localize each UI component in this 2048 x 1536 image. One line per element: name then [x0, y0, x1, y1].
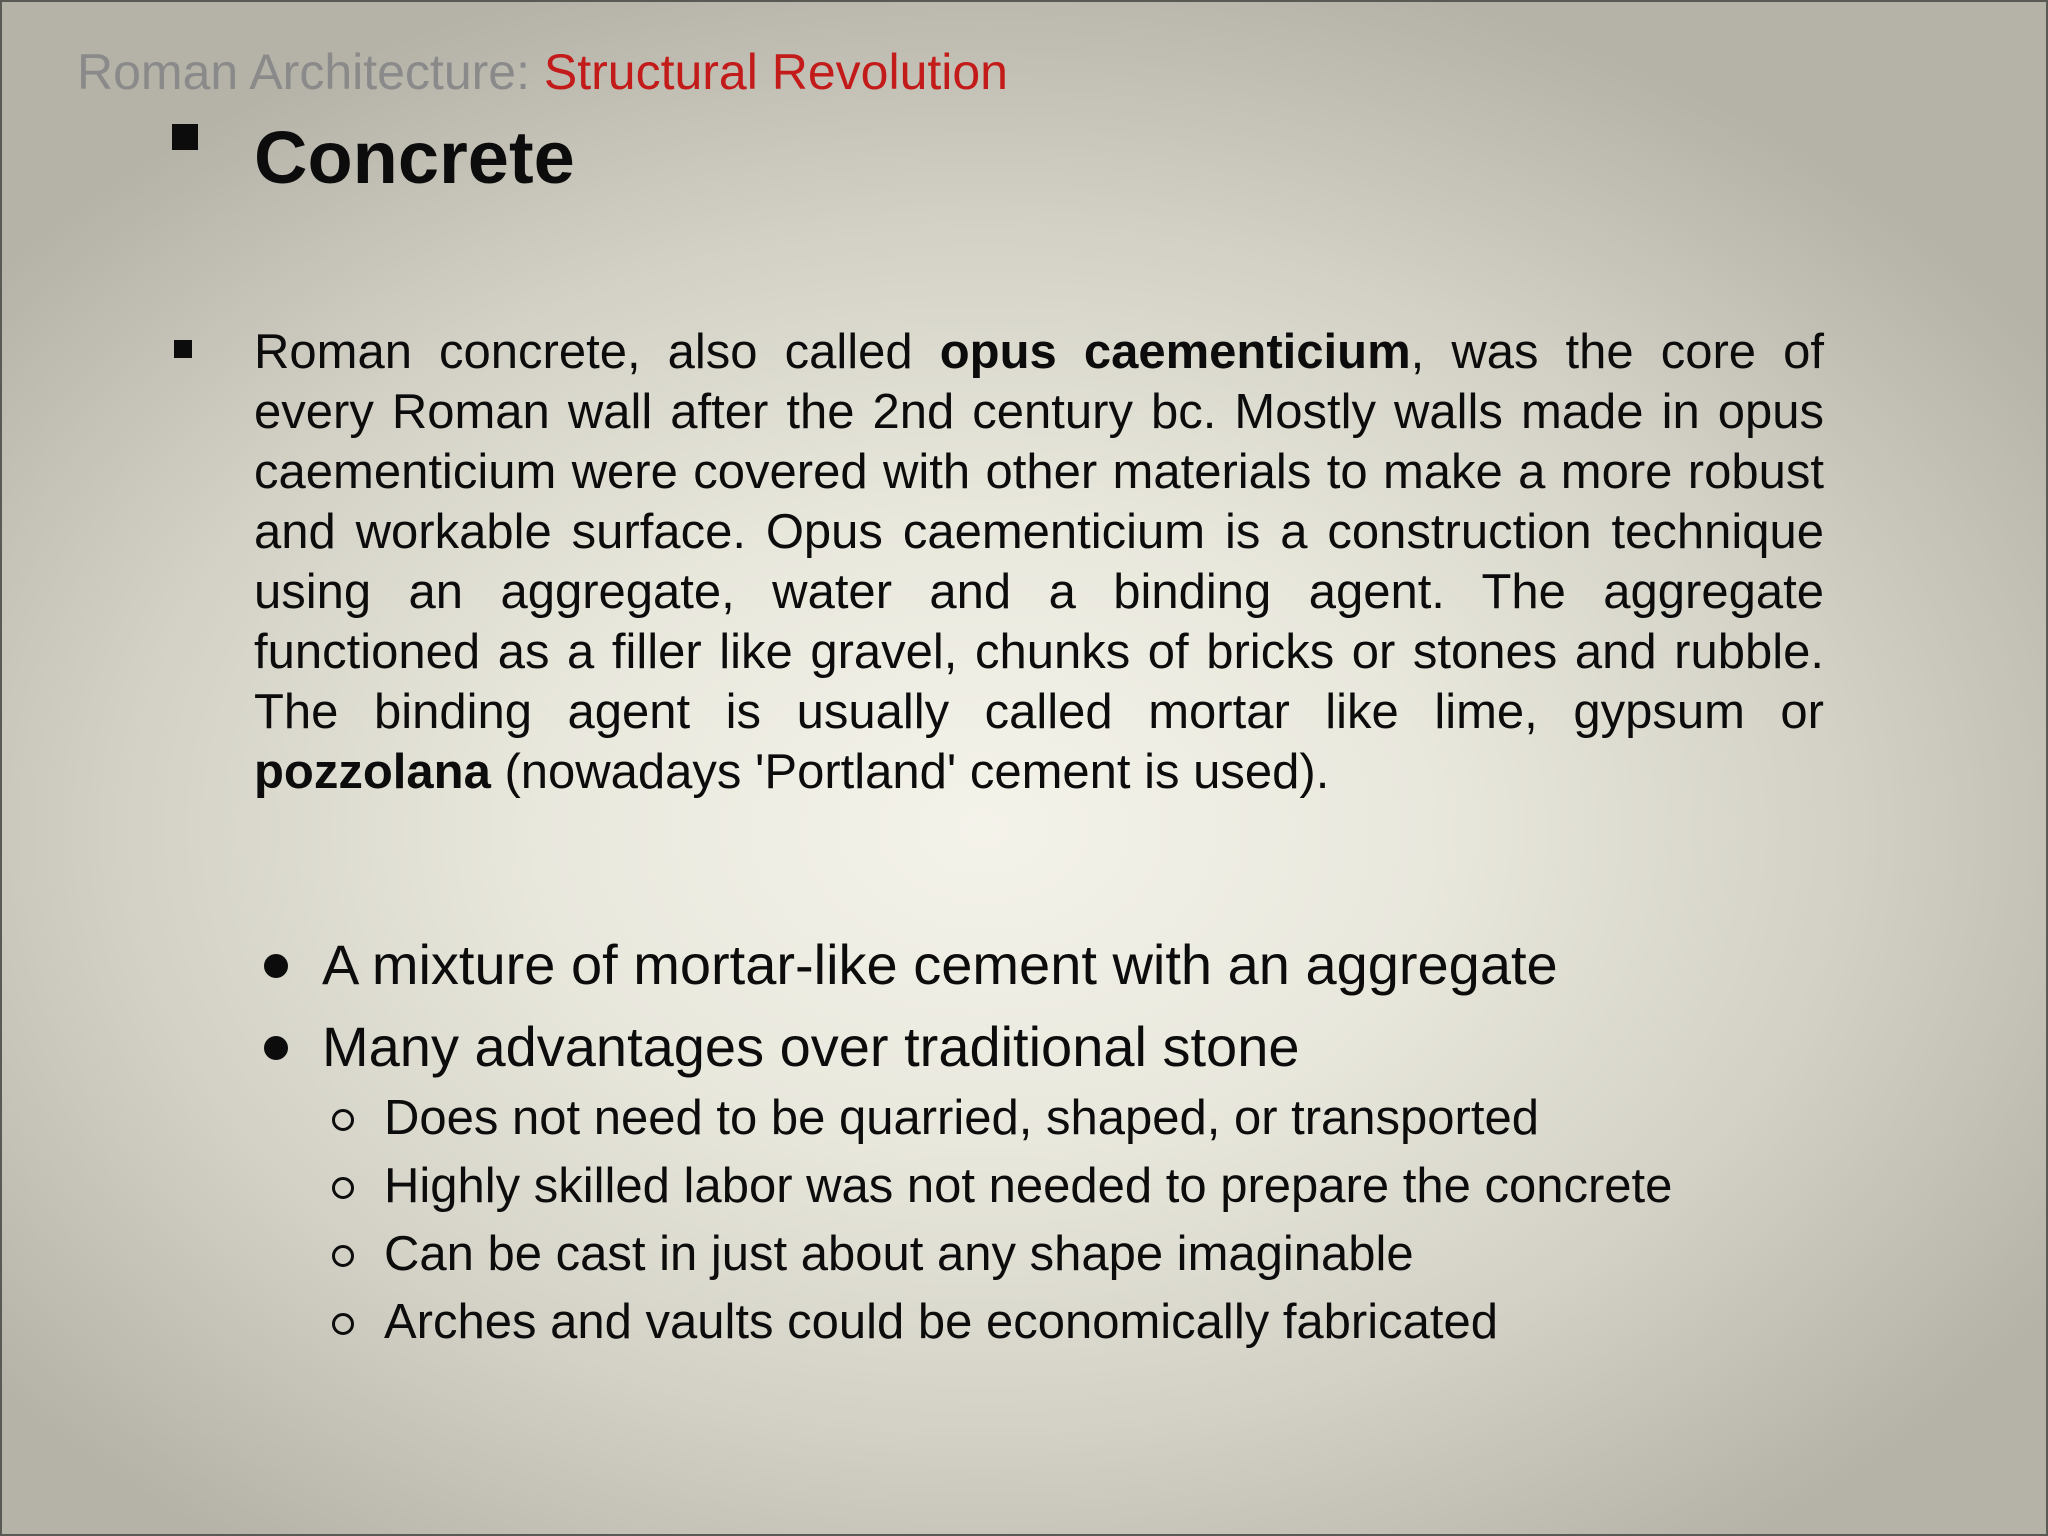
bullet-text: A mixture of mortar-like cement with an aggregate: [322, 933, 1558, 996]
hollow-circle-bullet-icon: [332, 1109, 354, 1131]
paragraph-text: (nowadays 'Portland' cement is used).: [490, 745, 1330, 799]
list-item: [328, 1220, 1672, 1288]
sub-bullet-text: Can be cast in just about any shape imaginable: [384, 1227, 1414, 1281]
bullet-list: [260, 924, 1558, 1088]
sub-bullet-text: Highly skilled labor was not needed to prepare the concrete: [384, 1159, 1673, 1213]
square-bullet-icon: [172, 124, 198, 150]
paragraph-text: , was the core of every Roman wall after the 2nd century bc. Mostly walls made in opus caementicium were covered with other materials to make a more robust and workable surface. Opus caementicium is a construction technique using an aggregate, water and a binding agent. The aggregate functioned as a filler like gravel, chunks of bricks or stones and rubble. The binding agent is usually called mortar like lime, gypsum or: [254, 325, 1824, 739]
title-row: [172, 116, 575, 199]
sub-bullet-text: Arches and vaults could be economically fabricated: [384, 1295, 1499, 1349]
slide-header: [77, 40, 1008, 104]
paragraph-text: Roman concrete, also called: [254, 325, 940, 379]
hollow-circle-bullet-icon: [332, 1313, 354, 1335]
list-item: [260, 924, 1558, 1006]
body-paragraph: [254, 322, 1824, 802]
slide-title: Concrete: [254, 116, 575, 199]
hollow-circle-bullet-icon: [332, 1245, 354, 1267]
list-item: [328, 1152, 1672, 1220]
filled-circle-bullet-icon: [264, 1036, 288, 1060]
square-bullet-icon: [174, 340, 192, 358]
bullet-text: Many advantages over traditional stone: [322, 1015, 1300, 1078]
paragraph-bold-term: pozzolana: [254, 745, 491, 799]
hollow-circle-bullet-icon: [332, 1177, 354, 1199]
list-item: [328, 1084, 1672, 1152]
list-item: [328, 1288, 1672, 1356]
list-item: [260, 1006, 1558, 1088]
sub-bullet-text: Does not need to be quarried, shaped, or transported: [384, 1091, 1539, 1145]
paragraph-bold-term: opus caementicium: [939, 325, 1411, 379]
header-lead: Roman Architecture:: [77, 44, 544, 100]
header-accent: Structural Revolution: [543, 44, 1008, 100]
sub-bullet-list: [328, 1084, 1672, 1356]
filled-circle-bullet-icon: [264, 954, 288, 978]
